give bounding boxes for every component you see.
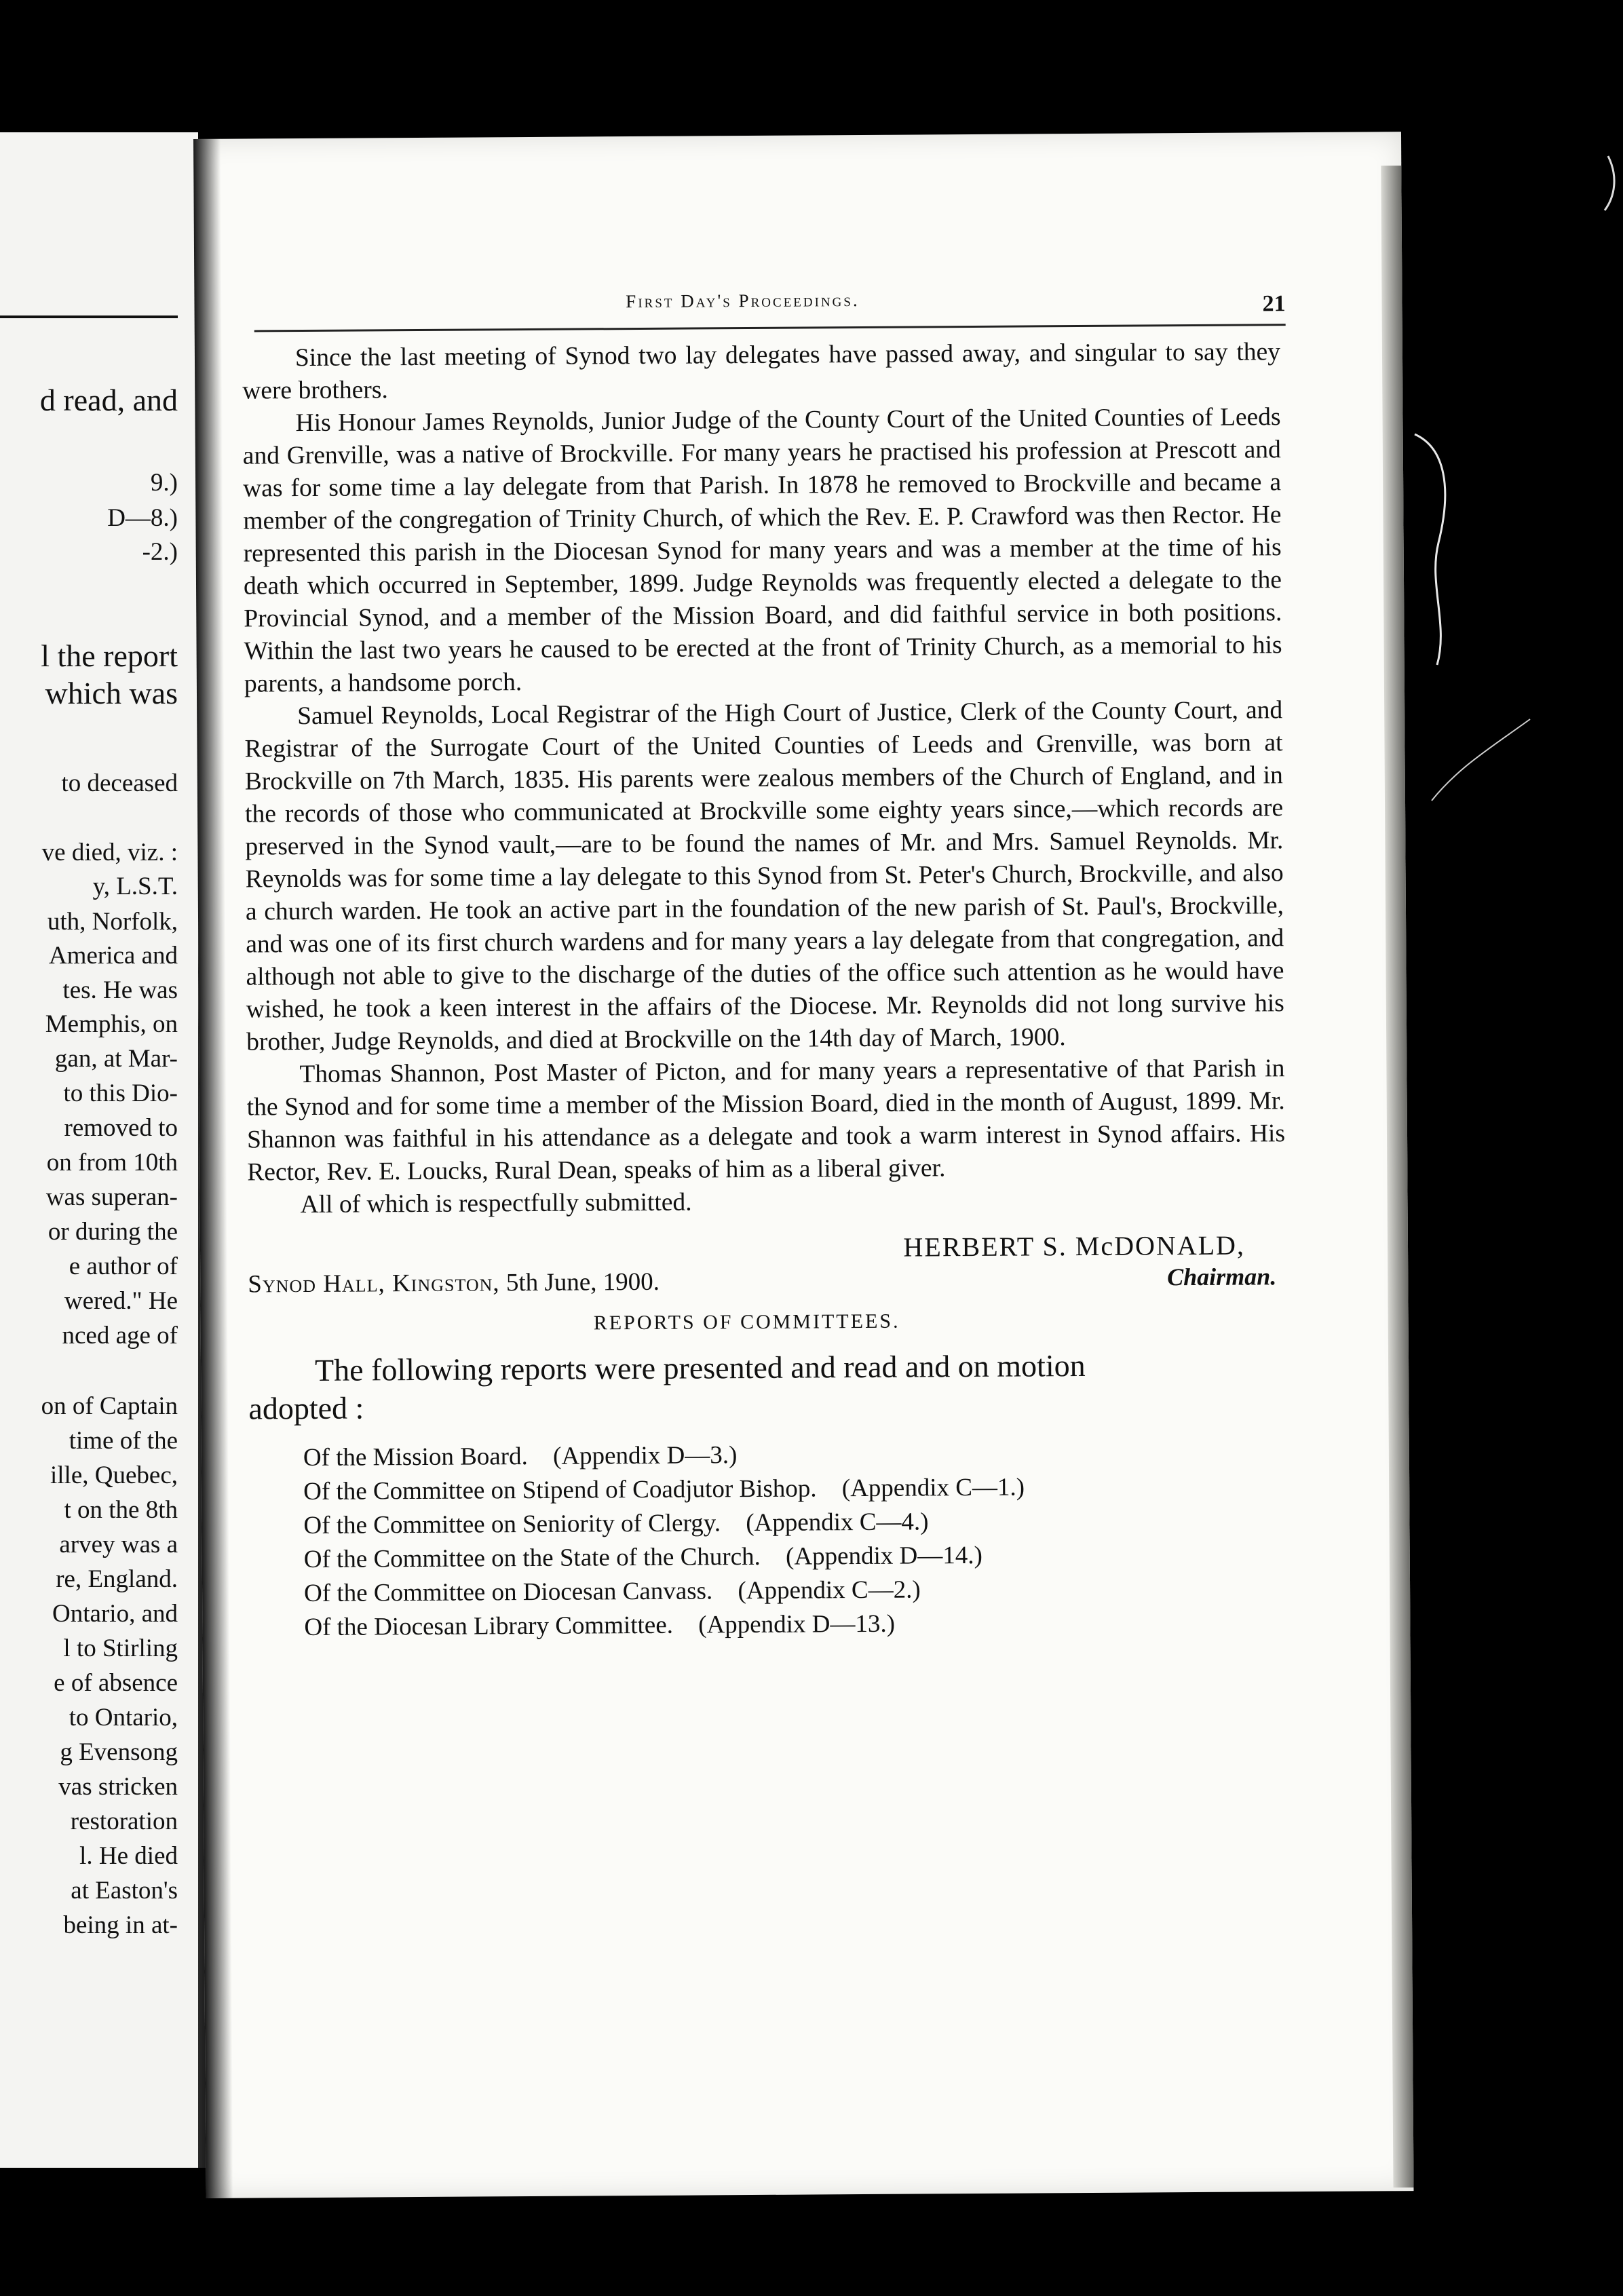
report-appendix: (Appendix C—1.)	[841, 1473, 1025, 1503]
date-line	[248, 1263, 1286, 1299]
page-header	[254, 283, 1285, 332]
left-line: -2.)	[142, 538, 178, 566]
left-line: at Easton's	[71, 1877, 178, 1905]
left-line: wered." He	[64, 1287, 178, 1315]
report-appendix: (Appendix C—2.)	[738, 1575, 921, 1605]
left-line: time of the	[69, 1427, 178, 1455]
paragraph: Samuel Reynolds, Local Registrar of the High Court of Justice, Clerk of the County Court, and Registrar of the Surrogate Court of the United Counties of Leeds and Grenville, was born at Brockville on 7th March, 1835. His parents were zealous members of the Church of England, and in the records of those who communicated at Brockville some eighty years since,—which records are preserved in the Synod vault,—are to be found the names of Mr. and Mrs. Samuel Reynolds. Mr. Reynolds was for some time a lay delegate to this Synod from St. Peter's Church, Brockville, and also a church warden. He took an active part in the foundation of the new parish of St. Paul's, Brockville, and was one of its first church wardens and for many years a lay delegate from that congregation, and although not able to give to the discharge of the duties of the office such attention as he would have wished, he took a keen interest in the affairs of the Diocese. Mr. Reynolds did not long survive his brother, Judge Reynolds, and died at Brockville on the 14th day of March, 1900.	[244, 696, 1284, 1056]
report-appendix: (Appendix D—13.)	[698, 1609, 896, 1639]
lead-line-2: adopted :	[248, 1390, 364, 1426]
date-place: Synod Hall, Kingston,	[248, 1269, 500, 1299]
list-item	[304, 1571, 1288, 1611]
left-line: l the report	[41, 638, 178, 673]
left-line: ve died, viz. :	[41, 839, 178, 866]
left-line: y, L.S.T.	[92, 873, 178, 900]
left-line: Ontario, and	[52, 1600, 178, 1628]
left-facing-page	[0, 132, 198, 2168]
section-title: REPORTS OF COMMITTEES.	[593, 1309, 900, 1335]
left-line: was superan-	[45, 1183, 178, 1211]
left-line: being in at-	[63, 1911, 178, 1939]
page-number: 21	[1262, 291, 1286, 317]
left-line: nced age of	[62, 1322, 178, 1350]
left-line: to Ontario,	[69, 1704, 178, 1731]
left-line: l to Stirling	[63, 1634, 178, 1662]
left-line: e of absence	[54, 1669, 178, 1697]
left-line: D—8.)	[107, 504, 178, 532]
left-line: e author of	[69, 1252, 178, 1280]
report-name: Of the Diocesan Library Committee.	[304, 1611, 674, 1642]
list-item	[304, 1537, 1288, 1577]
left-line: which was	[45, 676, 178, 710]
page-edge	[1381, 166, 1413, 2187]
left-line: on from 10th	[46, 1149, 178, 1176]
list-item	[303, 1469, 1287, 1509]
left-line: to deceased	[61, 769, 178, 797]
left-line: America and	[48, 942, 178, 970]
date-value: 5th June, 1900.	[505, 1267, 660, 1297]
left-line: 9.)	[150, 469, 178, 497]
lead-paragraph	[248, 1345, 1287, 1428]
left-page-rule	[0, 315, 178, 318]
left-line: arvey was a	[59, 1531, 178, 1558]
report-name: Of the Committee on the State of the Church.	[303, 1542, 761, 1574]
left-line: t on the 8th	[64, 1496, 178, 1524]
left-line: or during the	[47, 1218, 178, 1246]
stray-hair-mark	[1605, 156, 1614, 210]
left-line: removed to	[64, 1114, 178, 1142]
paragraph: Thomas Shannon, Post Master of Picton, and for many years a representative of that Parish in the Synod and for some time a member of the Mission Board, died in the month of August, 1899. Mr. Shannon was faithful in his attendance as a delegate and took a warm interest in Synod affairs. His Rector, Rev. E. Loucks, Rural Dean, speaks of him as a liberal giver.	[246, 1054, 1286, 1187]
running-head: First Day's Proceedings.	[626, 290, 860, 312]
left-line: vas stricken	[58, 1773, 178, 1801]
list-item	[304, 1605, 1288, 1645]
report-appendix: (Appendix D—14.)	[785, 1541, 982, 1571]
list-item	[303, 1503, 1287, 1543]
left-line: gan, at Mar-	[54, 1045, 178, 1073]
left-line: re, England.	[56, 1565, 178, 1593]
left-line: ille, Quebec,	[50, 1461, 178, 1489]
stray-hair-mark	[1432, 719, 1530, 801]
report-appendix: (Appendix C—4.)	[746, 1508, 929, 1537]
report-name: Of the Committee on Diocesan Canvass.	[303, 1577, 713, 1608]
submitted-line: All of which is respectfully submitted.	[300, 1188, 692, 1219]
left-line: g Evensong	[60, 1738, 178, 1766]
report-name: Of the Mission Board.	[303, 1442, 528, 1472]
reports-list	[249, 1435, 1288, 1645]
left-line: restoration	[70, 1807, 178, 1835]
report-name: Of the Committee on Seniority of Clergy.	[303, 1509, 721, 1540]
paragraph: His Honour James Reynolds, Junior Judge of the County Court of the United Counties of Leeds and Grenville, was a native of Brockville. For many years he practised his profession at Prescott and was for some time a lay delegate from that Parish. In 1878 he removed to Brockville and became a member of the congregation of Trinity Church, of which the Rev. E. P. Crawford was then Rector. He represented this parish in the Diocesan Synod for many years and was a member at the time of his death which occurred in September, 1899. Judge Reynolds was frequently elected a delegate to the Provincial Synod, and a member of the Mission Board, and did faithful service in both positions. Within the last two years he caused to be erected at the front of Trinity Church, as a memorial to his parents, a handsome porch.	[242, 403, 1282, 698]
main-page	[193, 132, 1414, 2198]
report-appendix: (Appendix D—3.)	[552, 1441, 738, 1470]
left-line: to this Dio-	[63, 1079, 178, 1107]
lead-line-1: The following reports were presented and read and on motion	[314, 1348, 1086, 1388]
left-line: Memphis, on	[45, 1010, 178, 1038]
left-line: uth, Norfolk,	[47, 908, 178, 936]
paragraph: Since the last meeting of Synod two lay delegates have passed away, and singular to say they were brothers.	[242, 338, 1281, 405]
page-body	[242, 336, 1288, 1645]
report-name: Of the Committee on Stipend of Coadjutor Bishop.	[303, 1474, 817, 1506]
signature-name: HERBERT S. McDONALD,	[903, 1229, 1246, 1263]
left-line: l. He died	[79, 1842, 178, 1870]
left-line: tes. He was	[62, 976, 178, 1004]
signature-title: Chairman.	[1167, 1263, 1277, 1291]
stray-hair-mark	[1415, 434, 1445, 665]
left-line: d read, and	[39, 383, 178, 417]
left-line: on of Captain	[41, 1392, 178, 1420]
list-item	[303, 1435, 1287, 1475]
